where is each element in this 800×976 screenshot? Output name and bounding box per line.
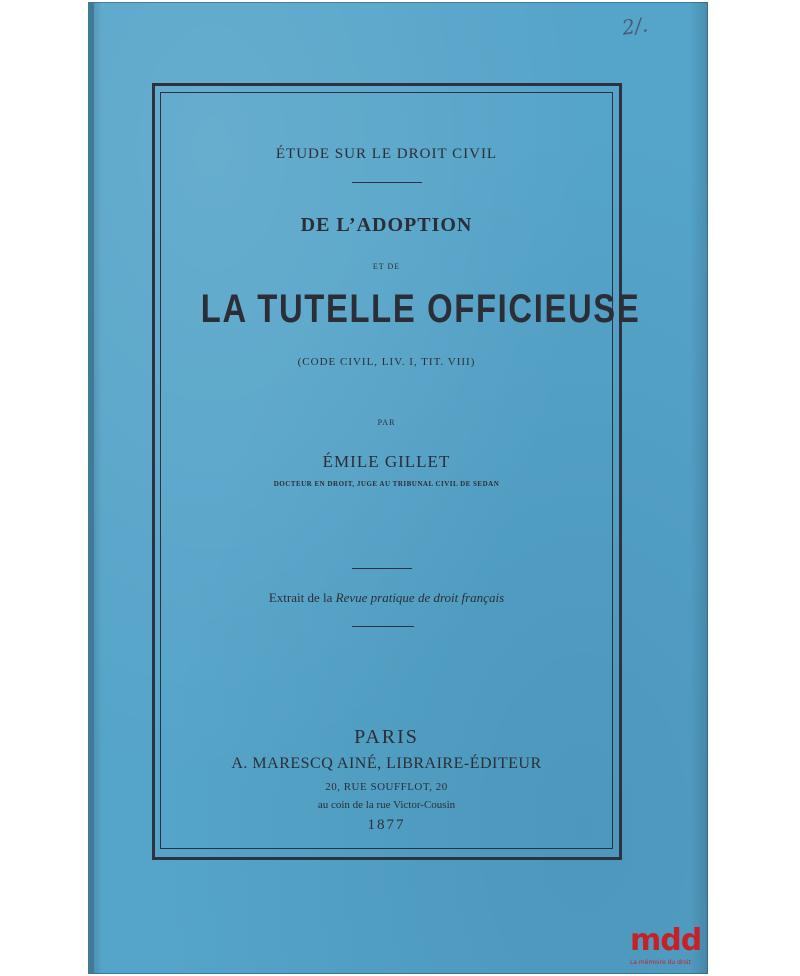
publisher-address-corner: au coin de la rue Victor-Cousin [317,799,456,811]
series-title: ÉTUDE SUR LE DROIT CIVIL [275,146,498,162]
code-reference: (CODE CIVIL, LIV. I, TIT. VIII) [297,356,476,368]
by-label: PAR [377,418,396,427]
logo-subtext: La mémoire du droit [630,959,691,966]
handwritten-note: 2/. [620,12,650,40]
title-line-1: DE L’ADOPTION [300,214,473,236]
divider-rule [352,568,412,569]
cover-edge [88,2,94,974]
watermark-logo [630,924,710,968]
logo-text: mdd [630,923,702,958]
publication-year: 1877 [367,817,406,833]
publisher-address: 20, RUE SOUFFLOT, 20 [325,781,448,793]
extract-note [160,590,613,606]
title-connector: ET DE [372,262,401,271]
author-name: ÉMILE GILLET [322,452,451,471]
extract-prefix: Extrait de la [268,590,336,605]
author-credentials: DOCTEUR EN DROIT, JUGE AU TRIBUNAL CIVIL DE SEDAN [273,480,500,488]
journal-name: Revue pratique de droit français [335,590,505,605]
divider-rule [352,182,422,183]
divider-rule [352,626,414,627]
main-title: LA TUTELLE OFFICIEUSE [200,287,641,331]
publication-city: PARIS [354,726,419,748]
publisher-name: A. MARESCQ AINÉ, LIBRAIRE-ÉDITEUR [231,755,542,772]
